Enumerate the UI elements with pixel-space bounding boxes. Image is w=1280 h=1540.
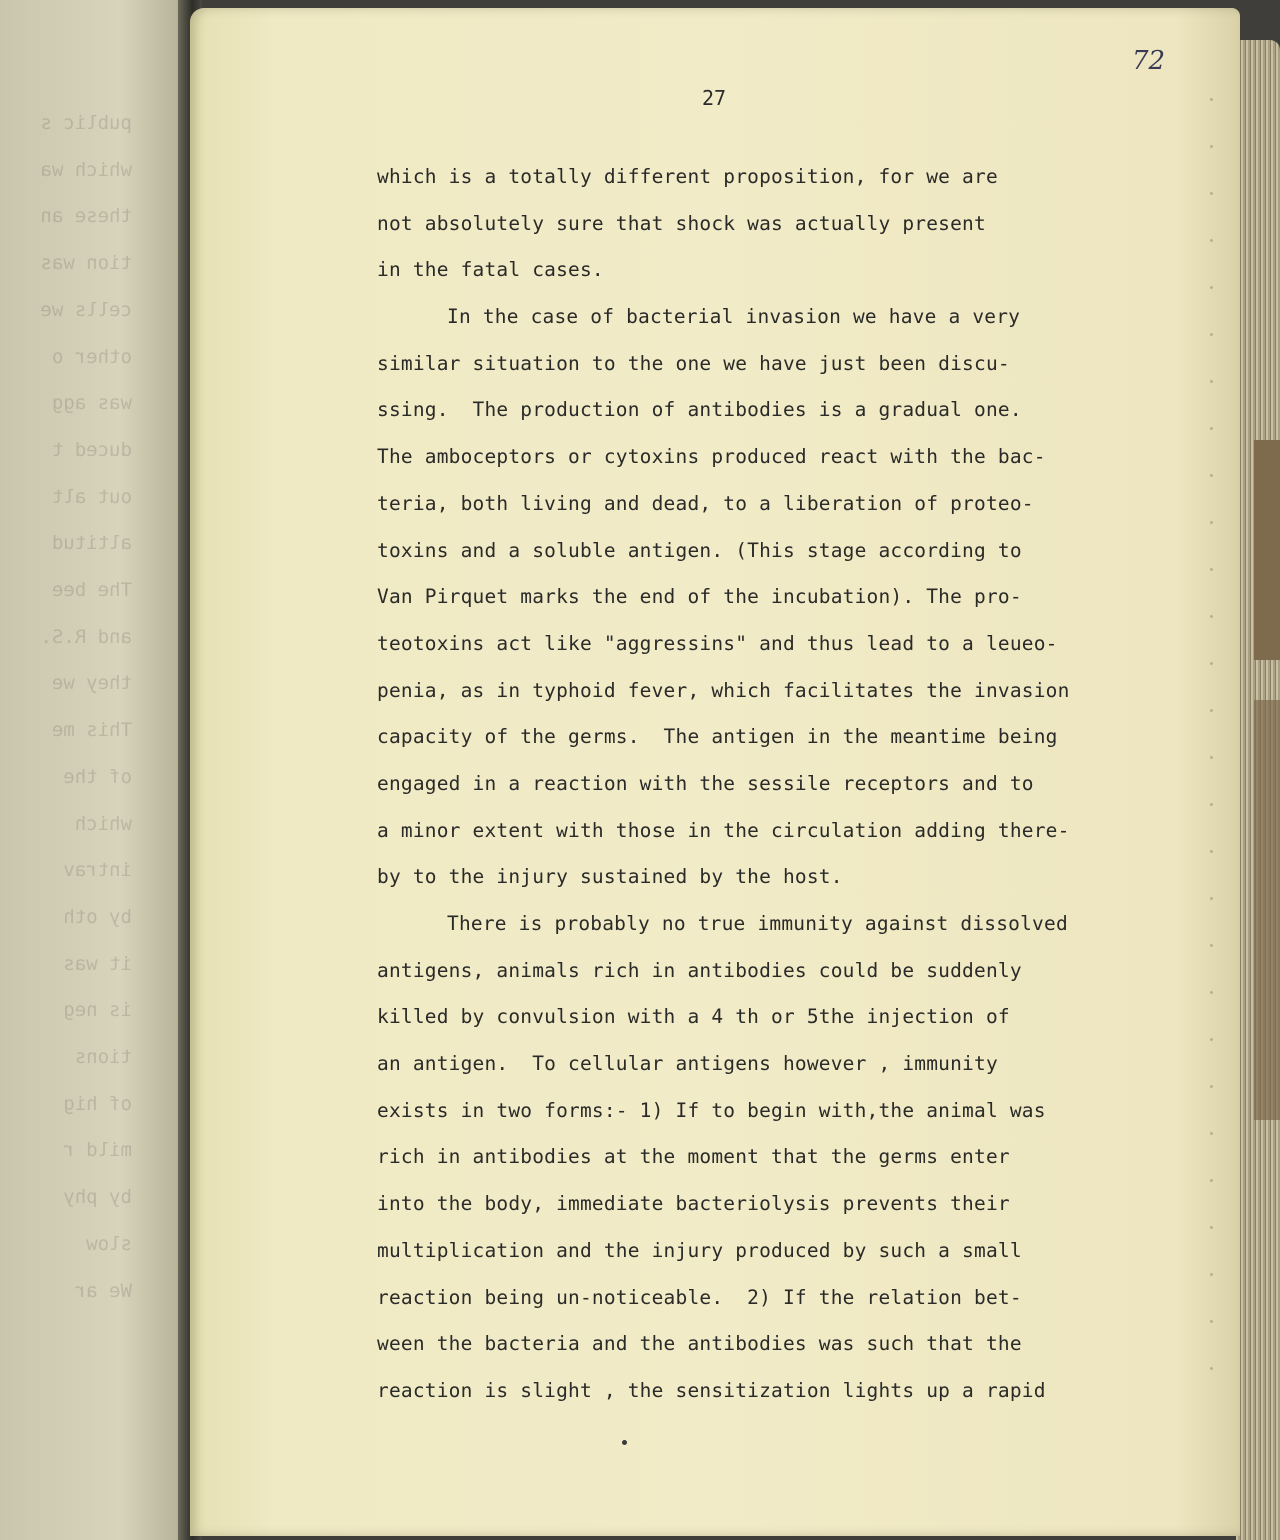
- margin-dot: [1210, 1085, 1213, 1088]
- page-stack-edges: [1236, 40, 1280, 1540]
- handwritten-folio-number: 72: [1132, 46, 1166, 76]
- text-line: an antigen. To cellular antigens however , immunity: [377, 1052, 998, 1076]
- margin-dot: [1210, 1179, 1213, 1182]
- bleed-through-line: The bee: [51, 579, 132, 602]
- text-line: ssing. The production of antibodies is a gradual one.: [377, 398, 1022, 422]
- text-line: engaged in a reaction with the sessile receptors and to: [377, 771, 1034, 795]
- margin-dot: [1210, 1038, 1213, 1041]
- bleed-through-line: they we: [51, 672, 132, 695]
- text-line: reaction being un-noticeable. 2) If the relation bet-: [377, 1285, 1022, 1309]
- margin-dot: [1210, 662, 1213, 665]
- text-line: teria, both living and dead, to a liberation of proteo-: [377, 491, 1034, 515]
- margin-marks: [1210, 98, 1214, 1398]
- text-line: which is a totally different proposition, for we are: [377, 165, 998, 188]
- bleed-through-line: tion was: [40, 252, 132, 275]
- text-line: There is probably no true immunity against dissolved: [447, 912, 1068, 935]
- bleed-through-line: This me: [51, 719, 132, 742]
- bleed-through-line: by phy: [63, 1186, 132, 1209]
- left-facing-page: [0, 0, 200, 1540]
- bleed-through-line: of the: [63, 765, 132, 788]
- text-line: penia, as in typhoid fever, which facilitates the invasion: [377, 678, 1070, 702]
- text-line: toxins and a soluble antigen. (This stage according to: [377, 538, 1022, 562]
- bleed-through-line: by oth: [63, 905, 132, 928]
- margin-dot: [1210, 521, 1213, 524]
- typed-text-body: [377, 154, 1197, 1415]
- margin-dot: [1210, 286, 1213, 289]
- text-line: by to the injury sustained by the host.: [377, 865, 843, 889]
- text-line: a minor extent with those in the circulation adding there-: [377, 818, 1070, 842]
- margin-dot: [1210, 333, 1213, 336]
- text-line: capacity of the germs. The antigen in the meantime being: [377, 725, 1058, 749]
- document-page: [190, 8, 1240, 1536]
- margin-dot: [1210, 145, 1213, 148]
- bleed-through-line: public s: [40, 112, 132, 134]
- bleed-through-line: duced t: [51, 438, 132, 461]
- bleed-through-line: slow: [86, 1232, 132, 1255]
- bleed-through-text: [0, 100, 132, 1314]
- text-line: not absolutely sure that shock was actually present: [377, 211, 986, 235]
- text-line: The amboceptors or cytoxins produced react with the bac-: [377, 445, 1046, 469]
- bleed-through-line: cells we: [40, 298, 132, 321]
- edge-tab: [1254, 700, 1280, 1120]
- bleed-through-line: which wa: [40, 158, 132, 181]
- text-line: antigens, animals rich in antibodies could be suddenly: [377, 958, 1022, 982]
- bleed-through-line: out alt: [51, 485, 132, 508]
- bleed-through-line: these an: [40, 205, 132, 228]
- bleed-through-line: and R.S.: [40, 625, 132, 648]
- ink-dot: [622, 1440, 627, 1445]
- margin-dot: [1210, 1132, 1213, 1135]
- text-line: multiplication and the injury produced by such a small: [377, 1238, 1022, 1262]
- margin-dot: [1210, 1320, 1213, 1323]
- bleed-through-line: was agg: [51, 392, 132, 415]
- text-line: similar situation to the one we have just been discu-: [377, 351, 1010, 375]
- margin-dot: [1210, 427, 1213, 430]
- margin-dot: [1210, 709, 1213, 712]
- edge-tab: [1254, 440, 1280, 660]
- text-line: killed by convulsion with a 4 th or 5the injection of: [377, 1005, 1010, 1029]
- bleed-through-line: mild r: [63, 1139, 132, 1162]
- margin-dot: [1210, 192, 1213, 195]
- text-line: ween the bacteria and the antibodies was such that the: [377, 1332, 1022, 1356]
- text-line: into the body, immediate bacteriolysis prevents their: [377, 1192, 1010, 1216]
- text-line: In the case of bacterial invasion we have a very: [447, 305, 1021, 329]
- margin-dot: [1210, 944, 1213, 947]
- margin-dot: [1210, 239, 1213, 242]
- text-line: in the fatal cases.: [377, 258, 604, 282]
- text-line: teotoxins act like "aggressins" and thus lead to a leueo-: [377, 631, 1058, 655]
- margin-dot: [1210, 897, 1213, 900]
- margin-dot: [1210, 98, 1213, 101]
- bleed-through-line: We ar: [74, 1279, 132, 1302]
- margin-dot: [1210, 1226, 1213, 1229]
- bleed-through-line: of hig: [63, 1092, 132, 1115]
- bleed-through-line: it was: [63, 952, 132, 975]
- bleed-through-line: intrav: [63, 859, 132, 882]
- margin-dot: [1210, 803, 1213, 806]
- bleed-through-line: which: [74, 812, 132, 835]
- bleed-through-line: is neg: [63, 999, 132, 1022]
- text-line: Van Pirquet marks the end of the incubation). The pro-: [377, 585, 1022, 609]
- margin-dot: [1210, 756, 1213, 759]
- margin-dot: [1210, 991, 1213, 994]
- margin-dot: [1210, 1367, 1213, 1370]
- page-number: 27: [702, 86, 727, 110]
- text-line: rich in antibodies at the moment that the germs enter: [377, 1145, 1010, 1169]
- margin-dot: [1210, 1273, 1213, 1276]
- bleed-through-line: tions: [74, 1046, 132, 1069]
- margin-dot: [1210, 474, 1213, 477]
- bleed-through-line: other o: [51, 345, 132, 368]
- text-line: reaction is slight , the sensitization lights up a rapid: [377, 1378, 1046, 1402]
- text-line: exists in two forms:- 1) If to begin with,the animal was: [377, 1098, 1046, 1122]
- margin-dot: [1210, 615, 1213, 618]
- margin-dot: [1210, 850, 1213, 853]
- margin-dot: [1210, 568, 1213, 571]
- margin-dot: [1210, 380, 1213, 383]
- bleed-through-line: altitud: [51, 532, 132, 555]
